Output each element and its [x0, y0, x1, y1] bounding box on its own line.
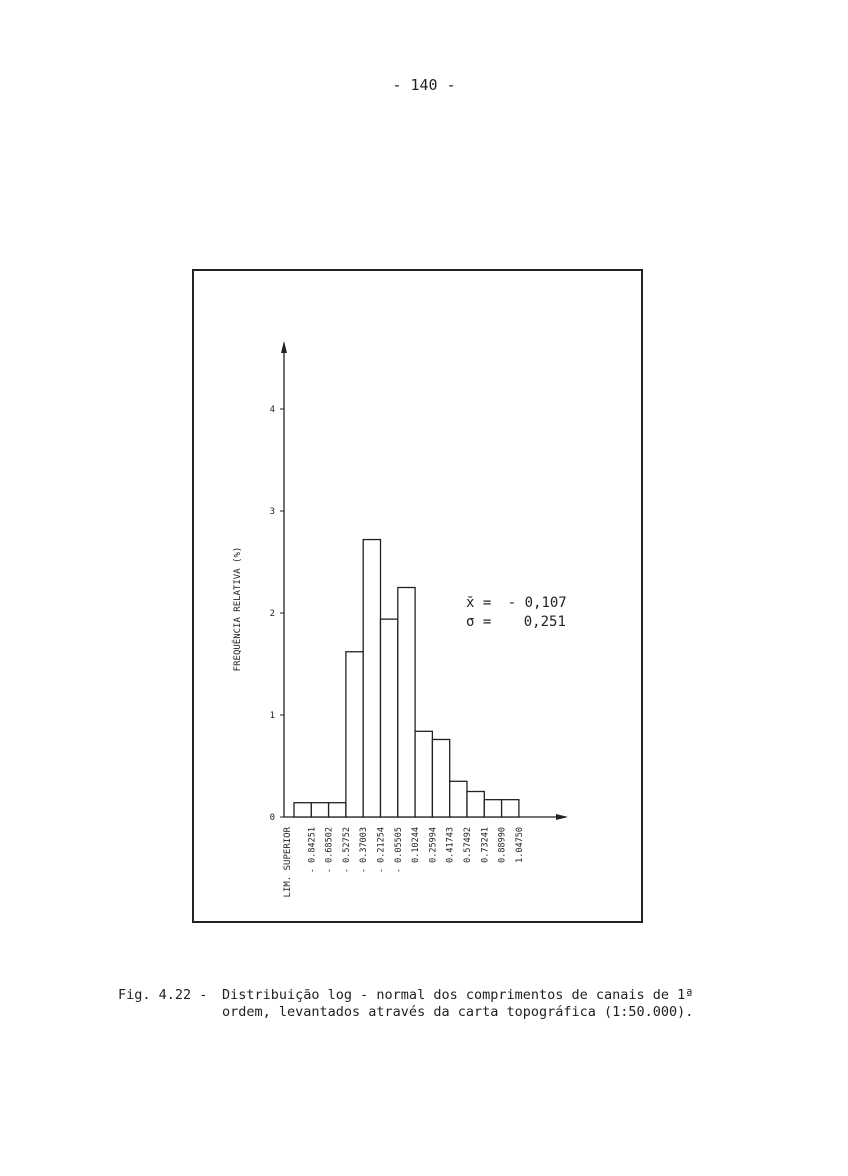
x-tick-labels: [307, 827, 525, 873]
x-axis-arrow: [556, 814, 568, 820]
y-axis-label: FREQUÊNCIA RELATIVA (%): [233, 546, 243, 672]
mean-stat: [466, 595, 567, 611]
histogram-bar: [363, 540, 380, 817]
y-tick-label: 4: [269, 405, 275, 415]
histogram-bars: [294, 540, 519, 817]
y-tick-label: 3: [269, 507, 275, 517]
histogram-bar: [311, 803, 328, 817]
figure-number: Fig. 4.22 -: [118, 987, 208, 1003]
mean-value: - 0,107: [507, 595, 567, 611]
histogram-bar: [346, 652, 363, 817]
histogram-chart: [194, 271, 641, 921]
y-tick-label: 0: [269, 813, 275, 823]
mean-label: x̄ =: [466, 595, 492, 611]
histogram-bar: [450, 781, 467, 817]
sigma-label: σ =: [466, 614, 492, 630]
x-tick-label: - 0.52752: [341, 827, 352, 874]
x-tick-label: 0.73241: [480, 827, 491, 863]
x-tick-label: - 0.68502: [324, 827, 335, 874]
histogram-bar: [484, 800, 501, 817]
y-axis-arrow: [281, 341, 287, 353]
x-tick-label: - 0.84251: [307, 827, 318, 874]
y-tick-label: 1: [269, 711, 275, 721]
x-tick-label: 0.57492: [463, 827, 473, 863]
x-tick-label: 1.04750: [514, 827, 525, 863]
page-number: - 140 -: [392, 76, 456, 94]
x-tick-label: - 0.05505: [393, 827, 404, 874]
x-tick-label: - 0.21254: [376, 827, 387, 874]
x-tick-label: 0.41743: [445, 827, 456, 863]
histogram-bar: [467, 792, 484, 818]
histogram-bar: [415, 731, 432, 817]
histogram-bar: [294, 803, 311, 817]
histogram-bar: [502, 800, 519, 817]
histogram-bar: [398, 588, 415, 818]
x-axis-label: LIM. SUPERIOR: [283, 827, 293, 898]
x-tick-label: - 0.37003: [359, 827, 370, 874]
histogram-bar: [432, 739, 449, 817]
x-tick-label: 0.88990: [497, 827, 508, 863]
histogram-bar: [381, 619, 398, 817]
y-tick-label: 2: [269, 609, 275, 619]
caption-line-2: ordem, levantados através da carta topográfica (1:50.000).: [222, 1004, 694, 1020]
figure-frame: [192, 269, 643, 923]
sigma-value: 0,251: [523, 614, 566, 630]
sigma-stat: [466, 614, 566, 630]
histogram-bar: [329, 803, 346, 817]
y-ticks: [270, 405, 284, 823]
caption-line-1: Distribuição log - normal dos comprimentos de canais de 1ª: [222, 987, 694, 1003]
figure-caption: [118, 987, 758, 1021]
x-tick-label: 0.25994: [428, 827, 439, 863]
x-tick-label: 0.10244: [411, 827, 422, 863]
